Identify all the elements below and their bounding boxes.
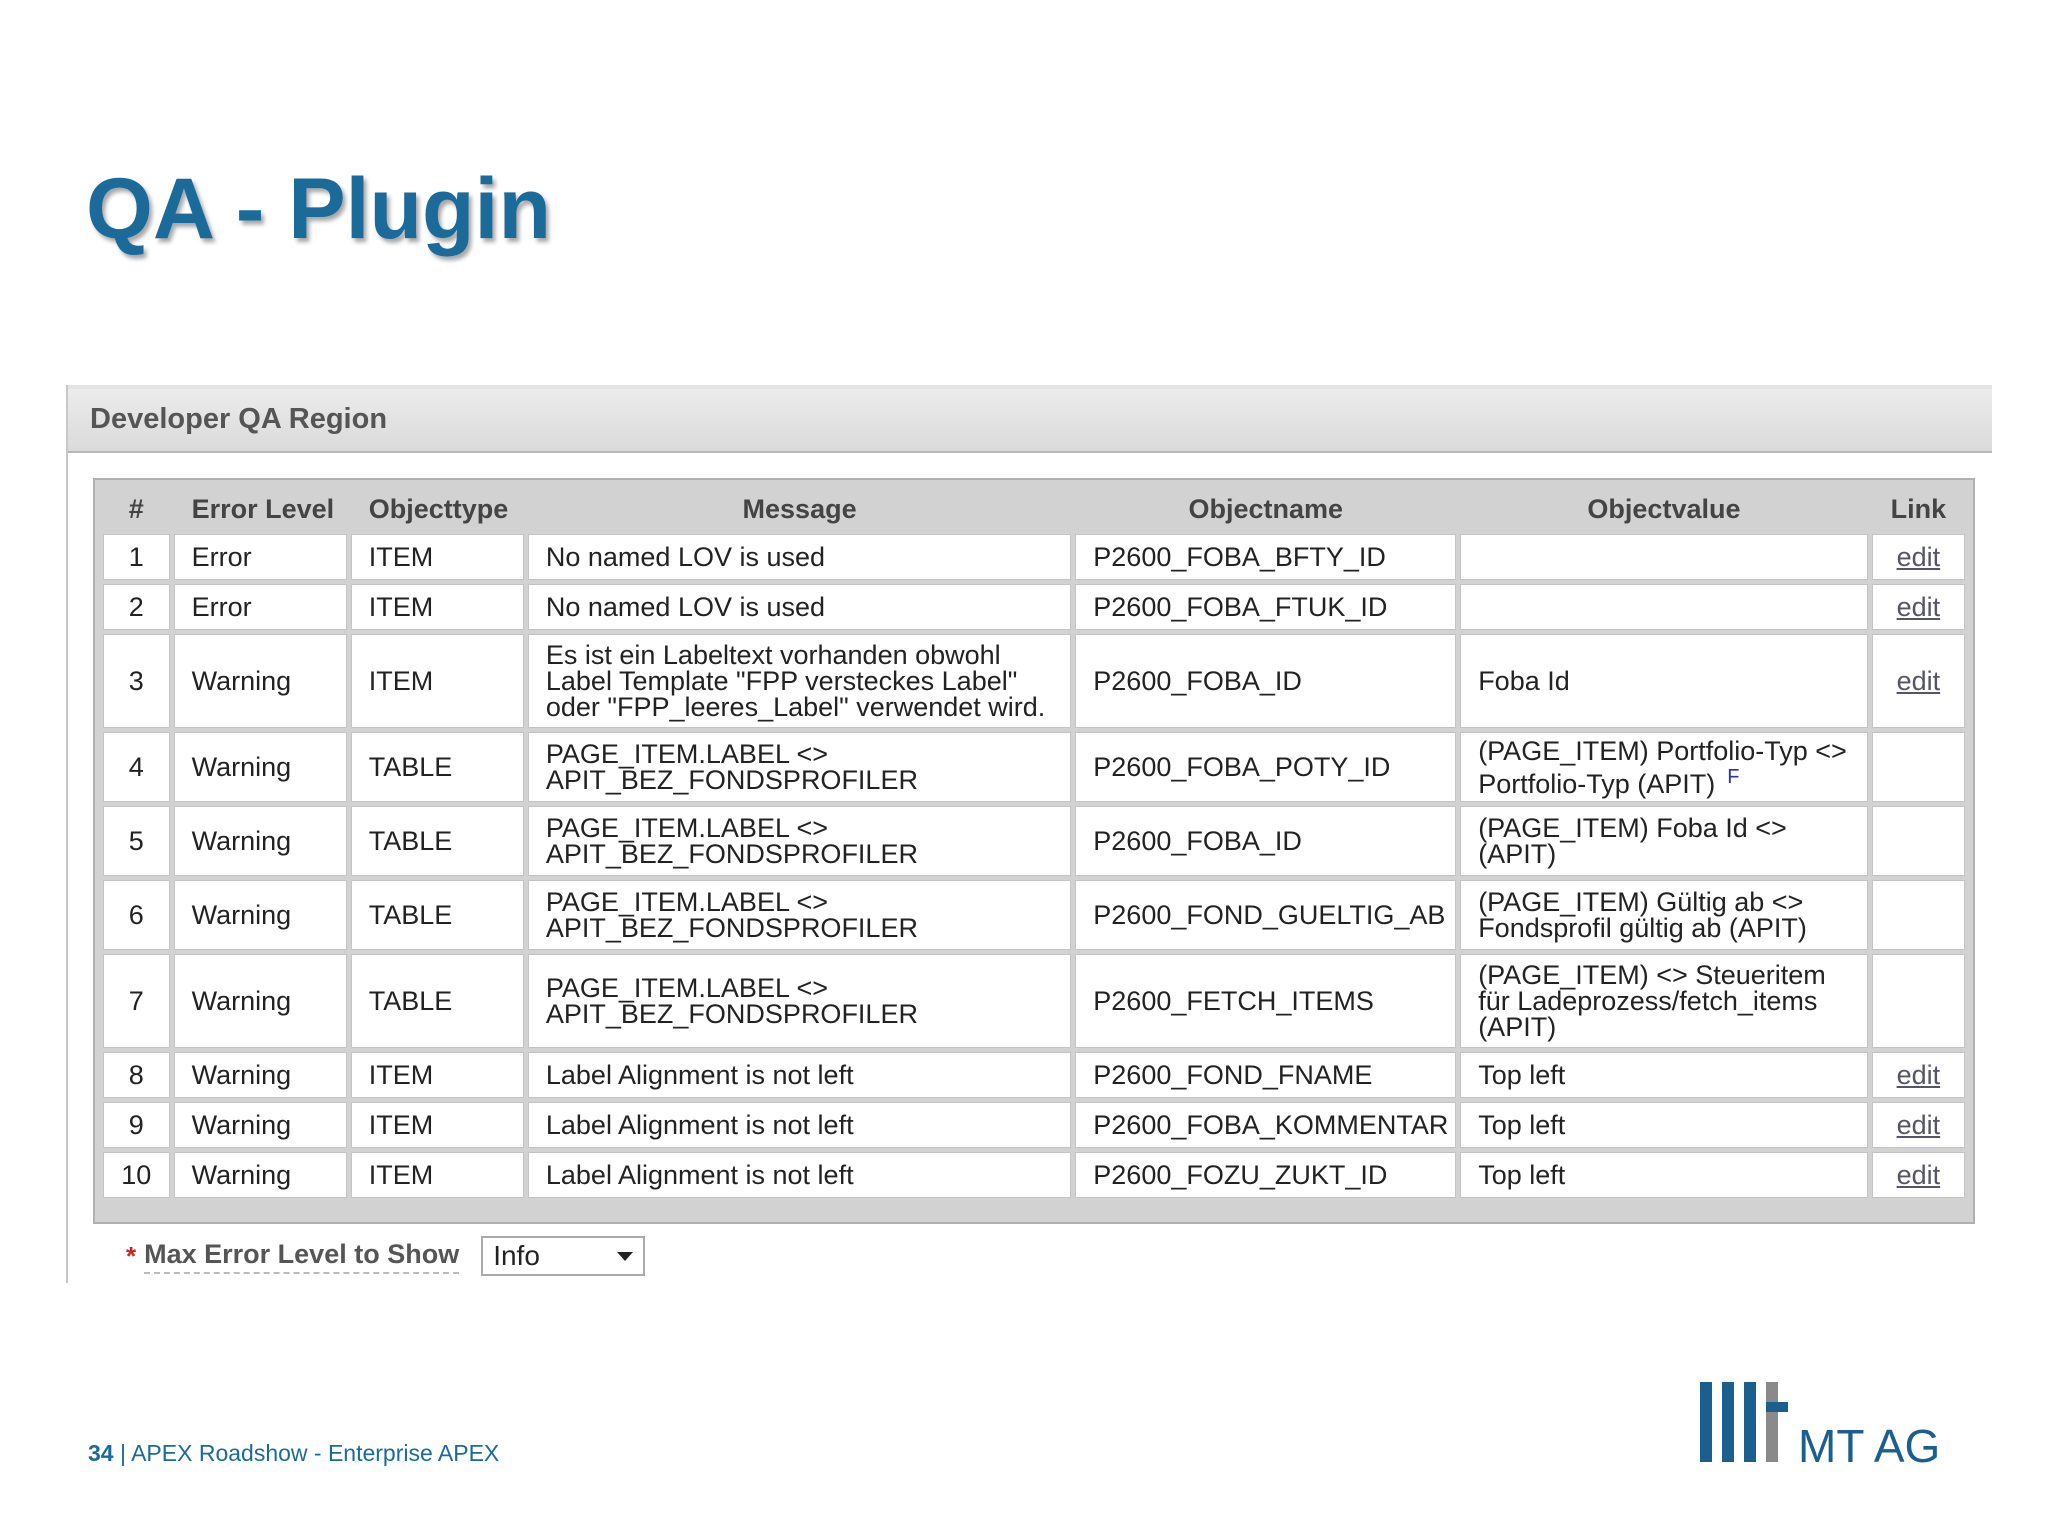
cell-objecttype: ITEM: [351, 1102, 524, 1148]
table-row: [103, 732, 1965, 802]
region-title: Developer QA Region: [90, 403, 388, 435]
slide-footer: [88, 1440, 499, 1467]
report-header-row: [103, 488, 1965, 530]
feedback-marker: F: [1727, 765, 1740, 788]
cell-num: 1: [103, 534, 170, 580]
required-marker: *: [126, 1240, 137, 1271]
footer-text: APEX Roadshow - Enterprise APEX: [131, 1440, 500, 1466]
footer-separator: |: [113, 1440, 132, 1466]
table-row: [103, 534, 1965, 580]
cell-objectvalue: Top left: [1460, 1152, 1868, 1198]
cell-objectvalue: (PAGE_ITEM) Foba Id <> (APIT): [1460, 806, 1868, 876]
cell-link: [1872, 1152, 1965, 1198]
cell-objecttype: ITEM: [351, 634, 524, 728]
edit-link[interactable]: edit: [1896, 666, 1941, 696]
column-header-objectname[interactable]: Objectname: [1075, 488, 1456, 530]
cell-num: 10: [103, 1152, 170, 1198]
cell-link: [1872, 584, 1965, 630]
cell-objecttype: ITEM: [351, 1052, 524, 1098]
cell-error-level: Warning: [174, 806, 347, 876]
cell-link: [1872, 1052, 1965, 1098]
cell-link: [1872, 806, 1965, 876]
cell-link: [1872, 634, 1965, 728]
cell-num: 7: [103, 954, 170, 1048]
qa-report-table: [99, 484, 1969, 1202]
chevron-down-icon: [617, 1252, 633, 1261]
cell-objectvalue: Top left: [1460, 1102, 1868, 1148]
cell-error-level: Warning: [174, 954, 347, 1048]
max-error-level-filter: [126, 1235, 645, 1277]
max-error-level-value: Info: [493, 1240, 540, 1271]
table-row: [103, 634, 1965, 728]
cell-num: 2: [103, 584, 170, 630]
table-row: [103, 1052, 1965, 1098]
cell-link: [1872, 732, 1965, 802]
cell-error-level: Warning: [174, 1102, 347, 1148]
cell-objectvalue: Top left: [1460, 1052, 1868, 1098]
cell-objecttype: TABLE: [351, 880, 524, 950]
cell-message: No named LOV is used: [528, 584, 1071, 630]
table-row: [103, 954, 1965, 1048]
column-header-objecttype[interactable]: Objecttype: [351, 488, 524, 530]
cell-num: 5: [103, 806, 170, 876]
cell-objecttype: TABLE: [351, 806, 524, 876]
cell-objectname: P2600_FOND_FNAME: [1075, 1052, 1456, 1098]
column-header-objectvalue[interactable]: Objectvalue: [1460, 488, 1868, 530]
page-number: 34: [88, 1440, 114, 1466]
cell-objecttype: TABLE: [351, 732, 524, 802]
cell-num: 9: [103, 1102, 170, 1148]
column-header-link[interactable]: Link: [1872, 488, 1965, 530]
cell-objectname: P2600_FOBA_ID: [1075, 634, 1456, 728]
slide-title: QA - Plugin: [86, 161, 551, 257]
cell-objectvalue: [1460, 534, 1868, 580]
cell-link: [1872, 954, 1965, 1048]
cell-message: PAGE_ITEM.LABEL <> APIT_BEZ_FONDSPROFILER: [528, 954, 1071, 1048]
cell-link: [1872, 1102, 1965, 1148]
cell-objecttype: ITEM: [351, 584, 524, 630]
edit-link[interactable]: edit: [1896, 1110, 1941, 1140]
column-header-num[interactable]: #: [103, 488, 170, 530]
cell-objectvalue: Foba Id: [1460, 634, 1868, 728]
cell-objectname: P2600_FOBA_ID: [1075, 806, 1456, 876]
cell-error-level: Warning: [174, 880, 347, 950]
qa-report: [93, 478, 1975, 1224]
cell-error-level: Warning: [174, 1152, 347, 1198]
column-header-error-level[interactable]: Error Level: [174, 488, 347, 530]
cell-error-level: Warning: [174, 634, 347, 728]
cell-error-level: Warning: [174, 1052, 347, 1098]
column-header-message[interactable]: Message: [528, 488, 1071, 530]
cell-num: 8: [103, 1052, 170, 1098]
cell-message: Label Alignment is not left: [528, 1152, 1071, 1198]
table-row: [103, 806, 1965, 876]
cell-objecttype: TABLE: [351, 954, 524, 1048]
mt-logo-icon: [1700, 1382, 2000, 1472]
edit-link[interactable]: edit: [1896, 542, 1941, 572]
cell-message: Es ist ein Labeltext vorhanden obwohl Label Template "FPP versteckes Label" oder "FPP_leeres_Label" verwendet wird.: [528, 634, 1071, 728]
cell-objectname: P2600_FOBA_BFTY_ID: [1075, 534, 1456, 580]
table-row: [103, 584, 1965, 630]
cell-link: [1872, 534, 1965, 580]
cell-objectvalue: (PAGE_ITEM) <> Steueritem für Ladeprozess/fetch_items (APIT): [1460, 954, 1868, 1048]
region-header: [68, 385, 1992, 453]
table-row: [103, 1152, 1965, 1198]
cell-objectvalue: (PAGE_ITEM) Gültig ab <> Fondsprofil gültig ab (APIT): [1460, 880, 1868, 950]
cell-error-level: Warning: [174, 732, 347, 802]
cell-message: PAGE_ITEM.LABEL <> APIT_BEZ_FONDSPROFILER: [528, 732, 1071, 802]
cell-objecttype: ITEM: [351, 1152, 524, 1198]
objectvalue-text: (PAGE_ITEM) Portfolio-Typ <> Portfolio-Typ (APIT): [1478, 735, 1847, 799]
cell-message: PAGE_ITEM.LABEL <> APIT_BEZ_FONDSPROFILER: [528, 806, 1071, 876]
edit-link[interactable]: edit: [1896, 1160, 1941, 1190]
cell-num: 4: [103, 732, 170, 802]
cell-objecttype: ITEM: [351, 534, 524, 580]
cell-error-level: Error: [174, 534, 347, 580]
developer-qa-region: [66, 385, 1992, 1283]
edit-link[interactable]: edit: [1896, 592, 1941, 622]
cell-message: No named LOV is used: [528, 534, 1071, 580]
cell-num: 3: [103, 634, 170, 728]
cell-objectname: P2600_FOND_GUELTIG_AB: [1075, 880, 1456, 950]
edit-link[interactable]: edit: [1896, 1060, 1941, 1090]
cell-objectname: P2600_FOZU_ZUKT_ID: [1075, 1152, 1456, 1198]
cell-objectvalue: [1460, 732, 1868, 802]
cell-objectname: P2600_FOBA_KOMMENTAR: [1075, 1102, 1456, 1148]
cell-message: PAGE_ITEM.LABEL <> APIT_BEZ_FONDSPROFILER: [528, 880, 1071, 950]
cell-objectname: P2600_FOBA_FTUK_ID: [1075, 584, 1456, 630]
cell-num: 6: [103, 880, 170, 950]
mt-ag-logo: [1700, 1382, 2000, 1472]
max-error-level-label: Max Error Level to Show: [144, 1239, 459, 1274]
table-row: [103, 880, 1965, 950]
table-row: [103, 1102, 1965, 1148]
logo-text: MT AG: [1798, 1420, 1941, 1472]
cell-objectname: P2600_FOBA_POTY_ID: [1075, 732, 1456, 802]
cell-error-level: Error: [174, 584, 347, 630]
cell-message: Label Alignment is not left: [528, 1052, 1071, 1098]
cell-message: Label Alignment is not left: [528, 1102, 1071, 1148]
max-error-level-select[interactable]: [481, 1236, 645, 1276]
cell-objectvalue: [1460, 584, 1868, 630]
cell-link: [1872, 880, 1965, 950]
cell-objectname: P2600_FETCH_ITEMS: [1075, 954, 1456, 1048]
